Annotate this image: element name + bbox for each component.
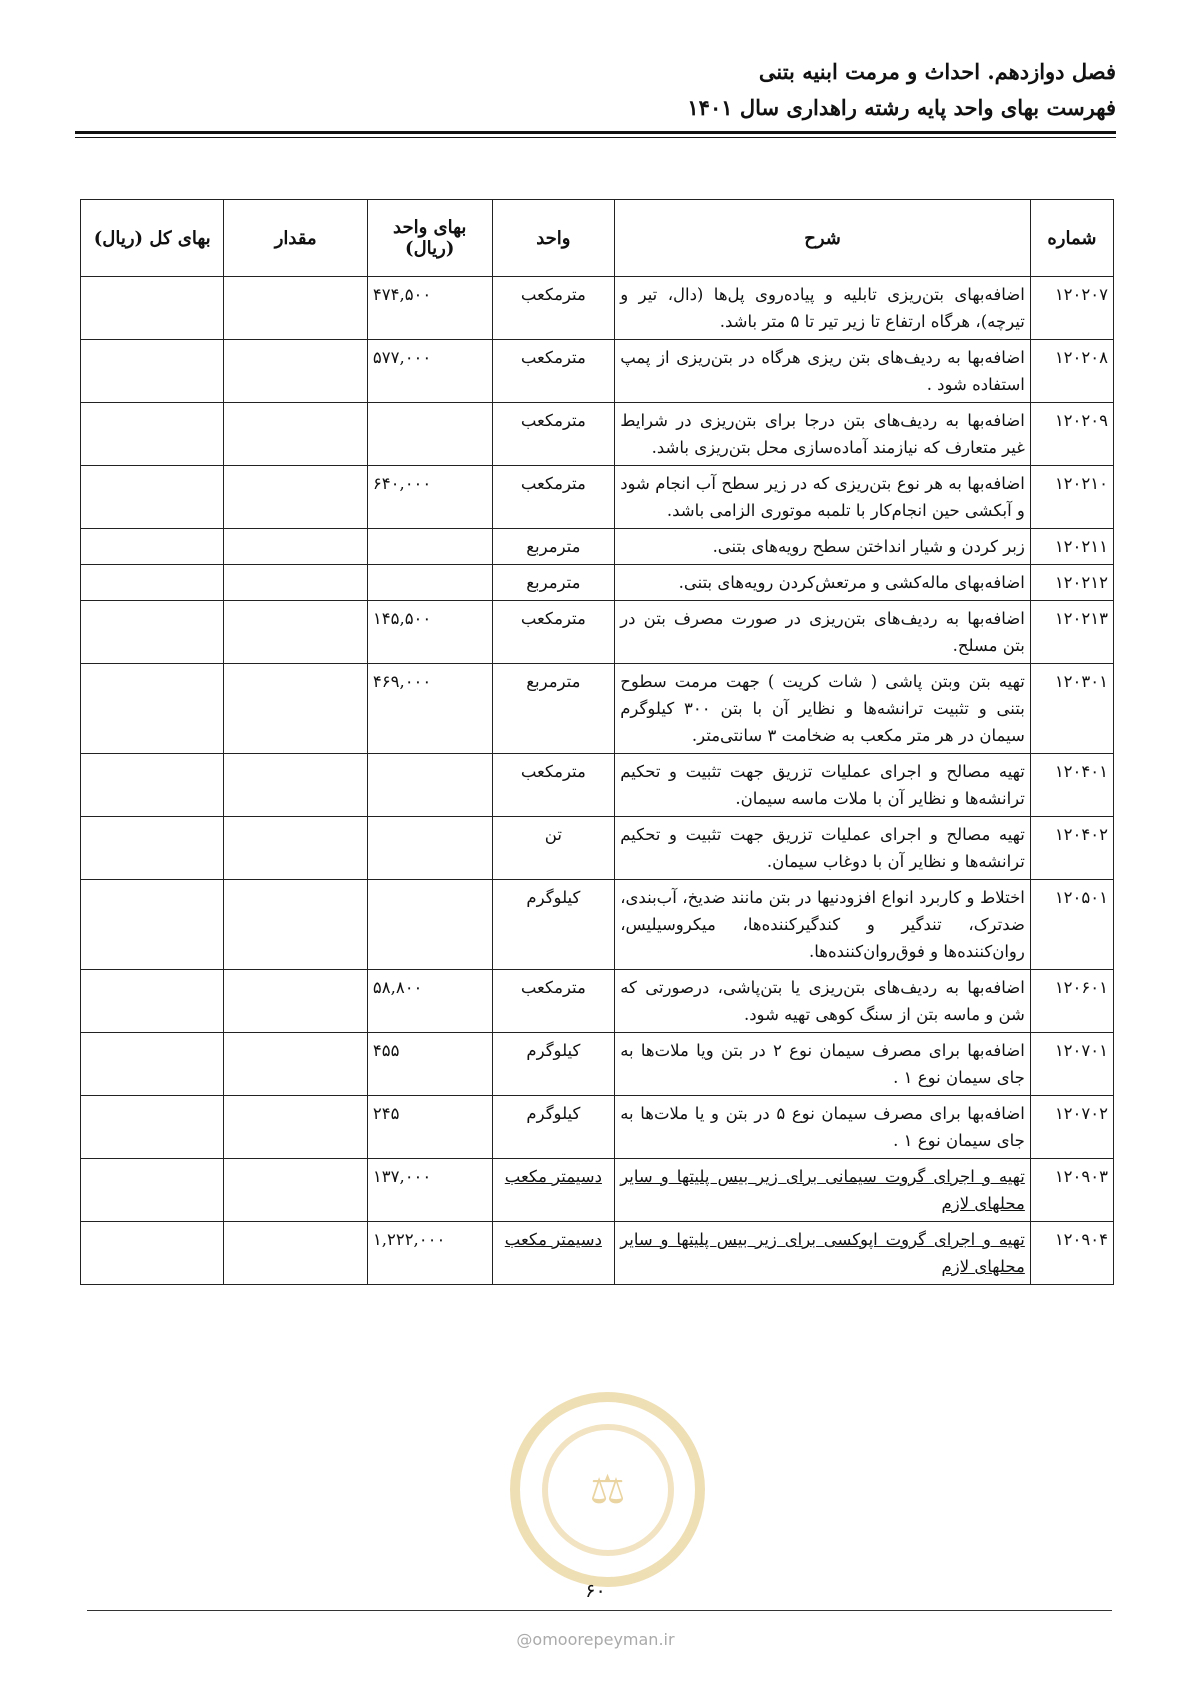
row-code [1030,817,1113,880]
row-unit [492,664,615,754]
row-unit [492,340,615,403]
row-unit [492,880,615,970]
row-description [615,565,1031,601]
row-description [615,1096,1031,1159]
row-unit-price [367,880,492,970]
row-code-text: ۱۲۰۲۰۹ [1054,411,1108,430]
row-total-price [81,664,224,754]
row-description-text: اضافه‌بها به ردیف‌های بتن درجا برای بتن‌ریزی در شرایط غیر متعارف که نیازمند آماده‌سازی محل بتن‌ریزی باشد. [620,411,1025,457]
col-header-unit-price-line2: (ریال) [405,238,455,259]
row-total-price [81,565,224,601]
table-row [81,970,1114,1033]
row-code-text: ۱۲۰۴۰۲ [1054,825,1108,844]
row-quantity [224,1096,367,1159]
row-description-text: اضافه‌بها برای مصرف سیمان نوع ۲ در بتن ویا ملات‌ها به جای سیمان نوع ۱ . [620,1041,1025,1087]
row-total-price [81,601,224,664]
col-header-qty: مقدار [224,200,367,277]
row-quantity [224,601,367,664]
row-unit-text: مترمکعب [520,411,586,430]
row-description-text: تهیه و اجرای گروت اپوکسی برای زیر بیس پلیتها و سایر محلهای لازم [620,1230,1025,1276]
row-unit-price-text: ۲۴۵ [372,1104,400,1123]
table-row [81,340,1114,403]
row-unit-price [367,340,492,403]
row-unit-text: کیلوگرم [526,1104,581,1123]
row-code-text: ۱۲۰۶۰۱ [1054,978,1108,997]
row-total-price [81,880,224,970]
row-description-text: اضافه‌بها برای مصرف سیمان نوع ۵ در بتن و یا ملات‌ها به جای سیمان نوع ۱ . [620,1104,1025,1150]
row-code [1030,466,1113,529]
row-unit-price-text: ۵۷۷,۰۰۰ [372,348,432,367]
row-unit-price-text: ۵۸,۸۰۰ [372,978,423,997]
row-unit-price [367,1033,492,1096]
row-unit-text: مترمکعب [520,609,586,628]
row-code [1030,565,1113,601]
row-total-price [81,529,224,565]
row-quantity [224,754,367,817]
row-code-text: ۱۲۰۲۰۸ [1054,348,1108,367]
row-unit-price-text: ۴۷۴,۵۰۰ [372,285,432,304]
row-description-text: اضافه‌بهای بتن‌ریزی تابلیه و پیاده‌روی پل‌ها (دال، تیر و تیرچه)، هرگاه ارتفاع تا زیر تیر تا ۵ متر باشد. [620,285,1025,331]
row-total-price [81,1222,224,1285]
row-quantity [224,880,367,970]
row-code [1030,880,1113,970]
row-quantity [224,466,367,529]
row-unit-price [367,403,492,466]
row-description-text: اضافه‌بها به هر نوع بتن‌ریزی که در زیر سطح آب انجام شود و آبکشی حین انجام‌کار با تلمبه موتوری الزامی باشد. [620,474,1025,520]
row-code-text: ۱۲۰۳۰۱ [1054,672,1108,691]
row-unit-price-text: ۴۵۵ [372,1041,400,1060]
row-unit-price [367,601,492,664]
row-quantity [224,565,367,601]
row-code [1030,340,1113,403]
row-code-text: ۱۲۰۲۱۲ [1054,573,1108,592]
row-description [615,1159,1031,1222]
row-description [615,754,1031,817]
row-code-text: ۱۲۰۷۰۲ [1054,1104,1108,1123]
row-description [615,1222,1031,1285]
row-description [615,340,1031,403]
row-unit-price-text: ۱۴۵,۵۰۰ [372,609,432,628]
row-description-text: زبر کردن و شیار انداختن سطح رویه‌های بتنی. [712,537,1025,556]
row-unit-price [367,970,492,1033]
row-unit-price [367,565,492,601]
row-quantity [224,277,367,340]
row-unit-text: دسیمتر مکعب [504,1167,602,1186]
row-description [615,970,1031,1033]
seal-scales-icon: ⚖ [542,1424,674,1556]
row-unit-text: مترمربع [526,672,581,691]
row-unit-price-text: ۴۶۹,۰۰۰ [372,672,432,691]
row-unit-price [367,1096,492,1159]
row-code-text: ۱۲۰۲۱۱ [1054,537,1108,556]
table-row [81,817,1114,880]
row-code [1030,277,1113,340]
row-total-price [81,466,224,529]
row-description [615,466,1031,529]
row-description [615,1033,1031,1096]
table-row [81,403,1114,466]
row-unit [492,601,615,664]
row-description-text: اضافه‌بها به ردیف‌های بتن ریزی هرگاه در بتن‌ریزی از پمپ استفاده شود . [620,348,1025,394]
row-unit-text: مترمکعب [520,285,586,304]
row-quantity [224,1033,367,1096]
table-row [81,529,1114,565]
row-unit-price [367,466,492,529]
website-watermark: @omoorepeyman.ir [516,1630,675,1649]
row-unit-price [367,277,492,340]
watermark-seal [510,1392,705,1587]
row-total-price [81,817,224,880]
col-header-unit-price [367,200,492,277]
row-description [615,529,1031,565]
row-code [1030,403,1113,466]
row-total-price [81,340,224,403]
row-description [615,601,1031,664]
row-code [1030,601,1113,664]
table-row [81,1096,1114,1159]
row-code [1030,1159,1113,1222]
row-description-text: تهیه بتن وبتن پاشی ( شات کریت ) جهت مرمت سطوح بتنی و تثبیت ترانشه‌ها و نظایر آن با بتن ۳۰۰ کیلوگرم سیمان در هر متر مکعب به ضخامت ۳ سانتی‌متر. [620,672,1025,745]
row-unit [492,565,615,601]
table-row [81,466,1114,529]
row-unit-text: تن [544,825,562,844]
header-rule-thin [75,137,1116,138]
row-description-text: تهیه و اجرای گروت سیمانی برای زیر بیس پلیتها و سایر محلهای لازم [620,1167,1025,1213]
table-row [81,754,1114,817]
col-header-desc: شرح [615,200,1031,277]
row-unit [492,1159,615,1222]
row-description-text: تهیه مصالح و اجرای عملیات تزریق جهت تثبیت و تحکیم ترانشه‌ها و نظایر آن با ملات ماسه سیمان. [620,762,1025,808]
table-row [81,601,1114,664]
table-row [81,565,1114,601]
header-rule-thick [75,131,1116,134]
col-header-code: شماره [1030,200,1113,277]
row-unit-price-text: ۱,۲۲۲,۰۰۰ [372,1230,446,1249]
row-unit [492,529,615,565]
row-code-text: ۱۲۰۹۰۳ [1054,1167,1108,1186]
row-code-text: ۱۲۰۹۰۴ [1054,1230,1108,1249]
row-code-text: ۱۲۰۴۰۱ [1054,762,1108,781]
row-unit [492,970,615,1033]
row-quantity [224,970,367,1033]
row-total-price [81,970,224,1033]
row-unit-price [367,754,492,817]
row-description-text: اختلاط و کاربرد انواع افزودنیها در بتن مانند ضدیخ، آب‌بندی، ضدترک، تندگیر و کندگیرکننده‌ها، میکروسیلیس، روان‌کننده‌ها و فوق‌روان‌کننده‌ها. [620,888,1025,961]
row-quantity [224,403,367,466]
list-title: فهرست بهای واحد پایه رشته راهداری سال ۱۴۰۱ [687,95,1116,120]
row-unit-price [367,529,492,565]
row-unit-text: مترمکعب [520,348,586,367]
table-row [81,1159,1114,1222]
row-code [1030,1096,1113,1159]
row-unit [492,1222,615,1285]
row-description-text: تهیه مصالح و اجرای عملیات تزریق جهت تثبیت و تحکیم ترانشه‌ها و نظایر آن با دوغاب سیمان. [620,825,1025,871]
chapter-title: فصل دوازدهم. احداث و مرمت ابنیه بتنی [758,59,1116,84]
row-unit-price-text: ۱۳۷,۰۰۰ [372,1167,432,1186]
row-description [615,880,1031,970]
col-header-unit-price-line1: بهای واحد [393,217,467,238]
page-header [75,56,1116,124]
row-quantity [224,1159,367,1222]
row-unit-text: مترمکعب [520,474,586,493]
row-code-text: ۱۲۰۵۰۱ [1054,888,1108,907]
footer-rule [87,1610,1112,1611]
table-row [81,277,1114,340]
row-unit [492,466,615,529]
row-unit-text: کیلوگرم [526,888,581,907]
row-quantity [224,529,367,565]
row-code-text: ۱۲۰۲۰۷ [1054,285,1108,304]
row-quantity [224,664,367,754]
row-unit [492,754,615,817]
row-unit [492,277,615,340]
row-code-text: ۱۲۰۲۱۳ [1054,609,1108,628]
row-code [1030,970,1113,1033]
row-code [1030,1222,1113,1285]
row-total-price [81,1159,224,1222]
row-unit [492,817,615,880]
row-description-text: اضافه‌بها به ردیف‌های بتن‌ریزی یا بتن‌پاشی، درصورتی که شن و ماسه بتن از سنگ کوهی تهیه شود. [620,978,1025,1024]
row-code-text: ۱۲۰۷۰۱ [1054,1041,1108,1060]
row-code [1030,664,1113,754]
page-number: ۶۰ [585,1580,606,1602]
row-description [615,664,1031,754]
row-code [1030,1033,1113,1096]
row-unit-text: مترمکعب [520,978,586,997]
col-header-unit: واحد [492,200,615,277]
row-unit-text: مترمربع [526,537,581,556]
row-quantity [224,340,367,403]
table-row [81,664,1114,754]
price-table [80,199,1114,1285]
row-description [615,817,1031,880]
row-unit [492,403,615,466]
table-row [81,880,1114,970]
row-code-text: ۱۲۰۲۱۰ [1054,474,1108,493]
row-code [1030,754,1113,817]
row-total-price [81,1033,224,1096]
row-unit-text: مترمکعب [520,762,586,781]
row-description [615,277,1031,340]
row-quantity [224,1222,367,1285]
col-header-total: بهای کل (ریال) [81,200,224,277]
row-unit-price [367,817,492,880]
row-description-text: اضافه‌بها به ردیف‌های بتن‌ریزی در صورت مصرف بتن در بتن مسلح. [620,609,1025,655]
row-unit-price [367,664,492,754]
row-unit-text: دسیمتر مکعب [504,1230,602,1249]
table-row [81,1222,1114,1285]
row-unit [492,1033,615,1096]
row-code [1030,529,1113,565]
row-description-text: اضافه‌بهای ماله‌کشی و مرتعش‌کردن رویه‌های بتنی. [678,573,1025,592]
table-row [81,1033,1114,1096]
row-unit-text: کیلوگرم [526,1041,581,1060]
row-unit-price [367,1159,492,1222]
row-quantity [224,817,367,880]
row-total-price [81,1096,224,1159]
row-unit-price-text: ۶۴۰,۰۰۰ [372,474,432,493]
row-unit-text: مترمربع [526,573,581,592]
row-unit [492,1096,615,1159]
row-description [615,403,1031,466]
row-total-price [81,754,224,817]
row-total-price [81,403,224,466]
table-header-row [81,200,1114,277]
row-unit-price [367,1222,492,1285]
row-total-price [81,277,224,340]
